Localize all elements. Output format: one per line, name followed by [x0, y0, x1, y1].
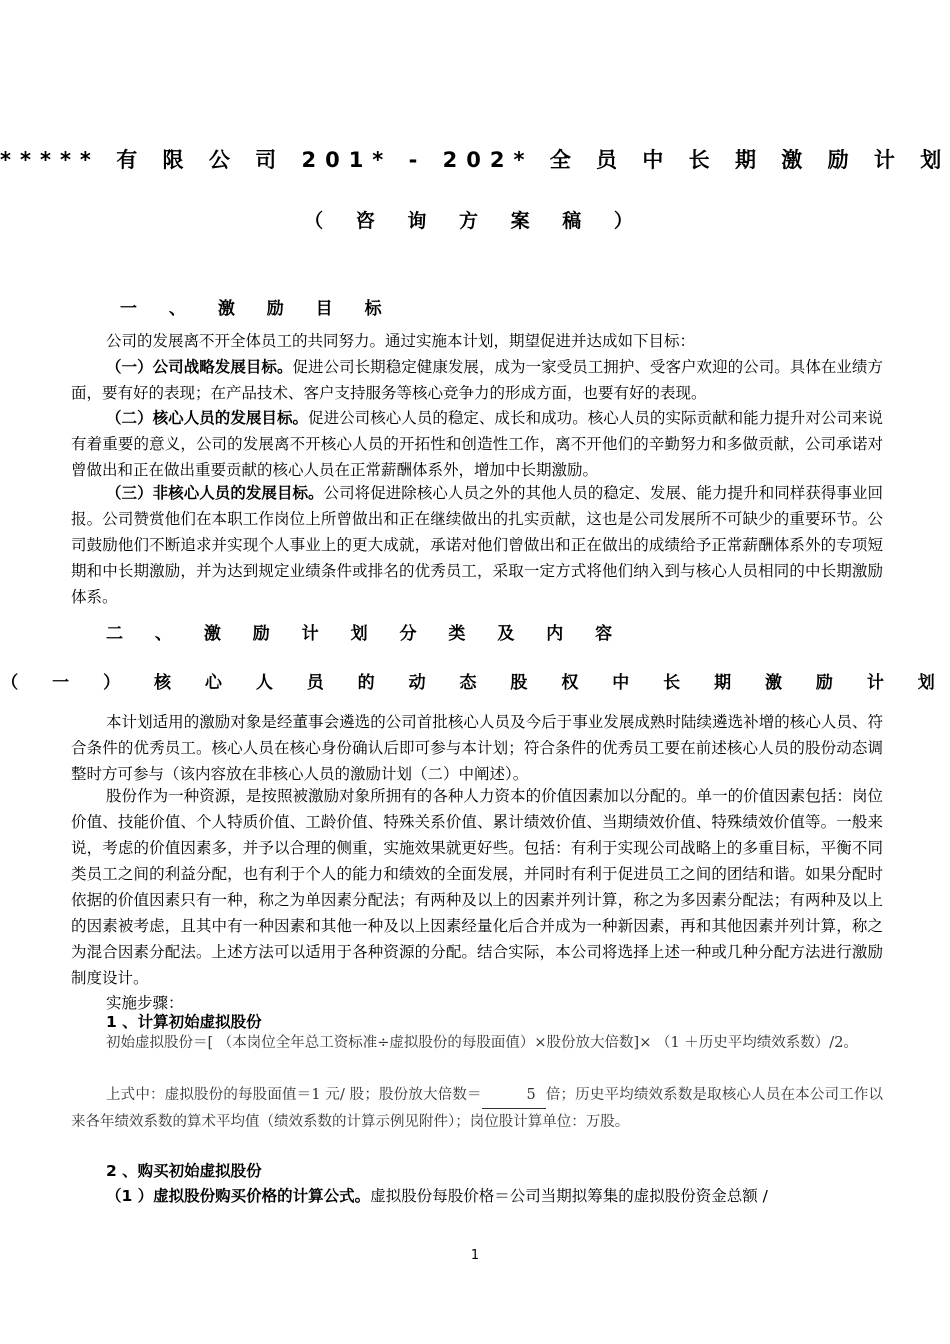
step2-sub-label: （1 ）虚拟股份购买价格的计算公式。 — [106, 1187, 371, 1205]
step1-formula: 初始虚拟股份＝[ （本岗位全年总工资标准÷虚拟股份的每股面值）×股份放大倍数]× （1 ＋历史平均绩效系数）/2。 — [106, 1035, 858, 1051]
steps-label: 实施步骤： — [106, 994, 184, 1012]
section2-heading: 二 、 激 励 计 划 分 类 及 内 容 — [106, 624, 626, 644]
document-title: ***** 有 限 公 司 201* - 202* 全 员 中 长 期 激 励 计 划 — [0, 148, 950, 172]
goal2-label: （二）核心人员的发展目标。 — [106, 409, 309, 427]
section2-para2: 股份作为一种资源，是按照被激励对象所拥有的各种人力资本的价值因素加以分配的。单一的价值因素包括：岗位价值、技能价值、个人特质价值、工龄价值、特殊关系价值、累计绩效价值、当期绩效价值、特殊绩效价值等。一般来说，考虑的价值因素多，并予以合理的侧重，实施效果就更好些。包括：有利于实现公司战略上的多重目标，平衡不同类员工之间的利益分配，也有利于个人的能力和绩效的全面发展，并同时有利于促进员工之间的团结和谐。如果分配时依据的价值因素只有一种，称之为单因素分配法；有两种及以上的因素并列计算，称之为多因素分配法；有两种及以上的因素被考虑，且其中有一种因素和其他一种及以上因素经量化后合并成为一种新因素，再和其他因素并列计算，称之为混合因素分配法。上述方法可以适用于各种资源的分配。结合实际，本公司将选择上述一种或几种分配方法进行激励制度设计。 — [71, 787, 883, 987]
step1-note-b: 倍；历史平均绩效系数是取核心人员在本公司工作以来各年绩效系数的算术平均值（绩效系数的计算示例见附件）；岗位股计算单位：万股。 — [71, 1087, 884, 1130]
goal2-paragraph — [71, 405, 883, 483]
section2-para1: 本计划适用的激励对象是经董事会遴选的公司首批核心人员及今后于事业发展成熟时陆续遴选补增的核心人员、符合条件的优秀员工。核心人员在核心身份确认后即可参与本计划；符合条件的优秀员工要在前述核心人员的股份动态调整时方可参与（该内容放在非核心人员的激励计划（二）中阐述）。 — [71, 713, 883, 783]
step1-heading: 1 、计算初始虚拟股份 — [106, 1013, 262, 1031]
step1-note — [71, 1082, 883, 1135]
multiplier-value: 5 — [482, 1082, 546, 1109]
section1-intro: 公司的发展离不开全体员工的共同努力。通过实施本计划，期望促进并达成如下目标： — [106, 332, 696, 350]
goal1-paragraph — [71, 354, 883, 406]
section1-heading: 一 、 激 励 目 标 — [120, 299, 395, 319]
goal3-text: 公司将促进除核心人员之外的其他人员的稳定、发展、能力提升和同样获得事业回报。公司赞赏他们在本职工作岗位上所曾做出和正在继续做出的扎实贡献，这也是公司发展所不可缺少的重要环节。公司鼓励他们不断追求并实现个人事业上的更大成就，承诺对他们曾做出和正在做出的成绩给予正常薪酬体系外的专项短期和中长期激励，并为达到规定业绩条件或排名的优秀员工，采取一定方式将他们纳入到与核心人员相同的中长期激励体系。 — [71, 484, 883, 606]
goal2-text: 促进公司核心人员的稳定、成长和成功。核心人员的实际贡献和能力提升对公司来说有着重要的意义，公司的发展离不开核心人员的开拓性和创造性工作，离不开他们的辛勤努力和多做贡献，公司承诺对曾做出和正在做出重要贡献的核心人员在正常薪酬体系外，增加中长期激励。 — [71, 409, 883, 479]
page-number: 1 — [470, 1248, 480, 1263]
goal3-label: （三）非核心人员的发展目标。 — [106, 484, 324, 502]
goal1-text: 促进公司长期稳定健康发展，成为一家受员工拥护、受客户欢迎的公司。具体在业绩方面，要有好的表现；在产品技术、客户支持服务等核心竞争力的形成方面，也要有好的表现。 — [71, 358, 883, 402]
step1-note-a: 上式中：虚拟股份的每股面值＝1 元/ 股；股份放大倍数＝ — [106, 1087, 482, 1103]
step2-heading: 2 、购买初始虚拟股份 — [106, 1162, 262, 1180]
step2-sub-paragraph — [71, 1183, 883, 1209]
goal1-label: （一）公司战略发展目标。 — [106, 358, 293, 376]
step2-sub-text: 虚拟股份每股价格＝公司当期拟筹集的虚拟股份资金总额 / — [370, 1187, 768, 1205]
goal3-paragraph — [71, 480, 883, 610]
document-subtitle: （ 咨 询 方 案 稿 ） — [304, 210, 646, 232]
section2-sub1-heading: （ 一 ） 核 心 人 员 的 动 态 股 权 中 长 期 激 励 计 划 — [1, 673, 949, 693]
